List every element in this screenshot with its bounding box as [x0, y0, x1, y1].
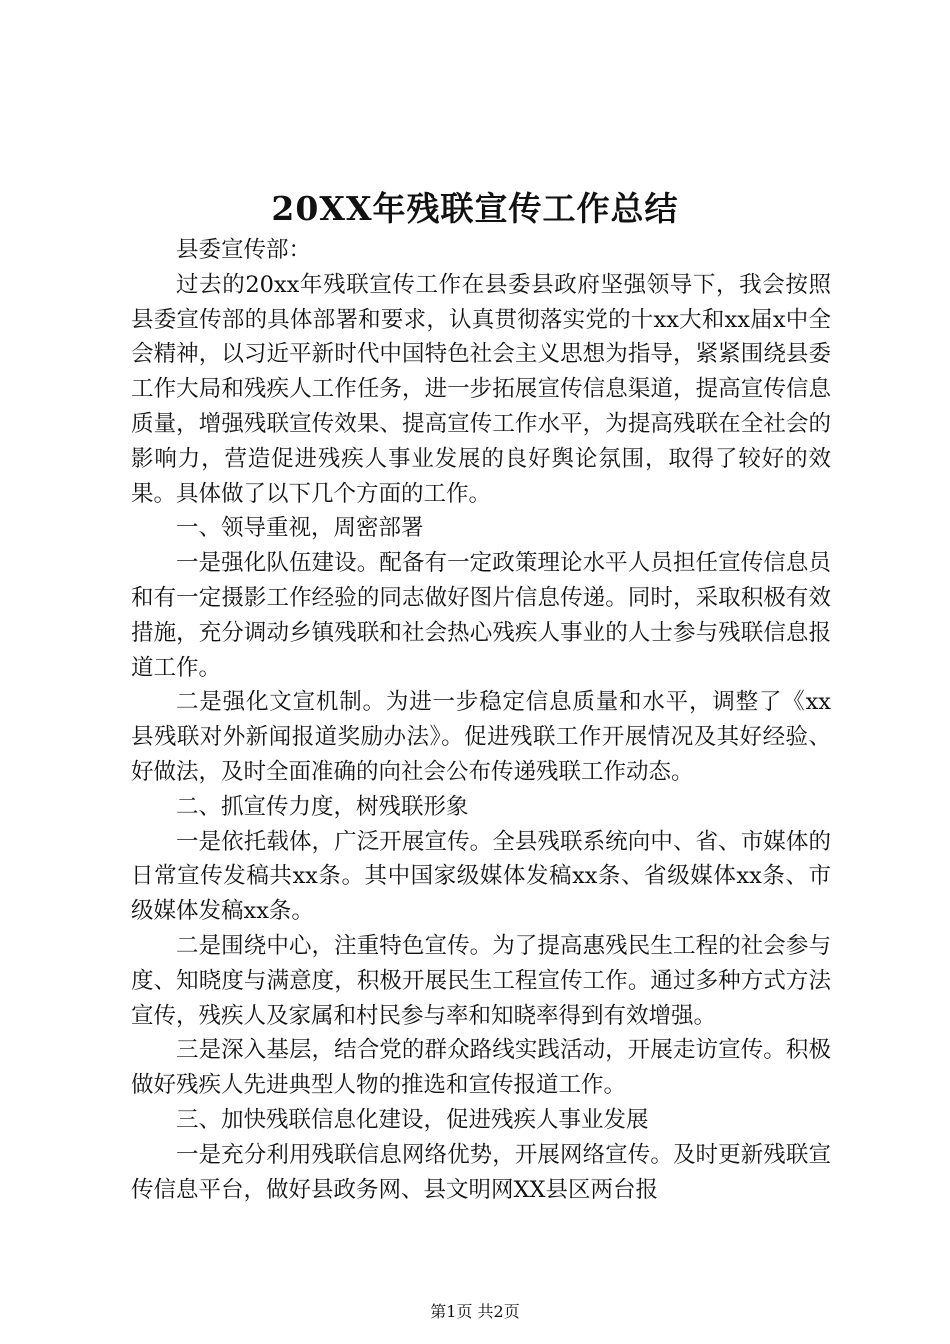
document-body: [131, 233, 831, 1207]
paragraph: 一是强化队伍建设。配备有一定政策理论水平人员担任宣传信息员和有一定摄影工作经验的同志做好图片信息传递。同时，采取积极有效措施，充分调动乡镇残联和社会热心残疾人事业的人士参与残联信息报道工作。: [131, 550, 831, 681]
paragraph: 一是充分利用残联信息网络优势，开展网络宣传。及时更新残联宣传信息平台，做好县政务网、县文明网XX县区两台报: [131, 1141, 831, 1203]
paragraph: 二是围绕中心，注重特色宣传。为了提高惠残民生工程的社会参与度、知晓度与满意度，积极开展民生工程宣传工作。通过多种方式方法宣传，残疾人及家属和村民参与率和知晓率得到有效增强。: [131, 932, 831, 1029]
section-heading-1: 一、领导重视，周密部署: [176, 515, 424, 542]
paragraph-intro: 过去的20xx年残联宣传工作在县委县政府坚强领导下，我会按照县委宣传部的具体部署和要求，认真贯彻落实党的十xx大和xx届x中全会精神，以习近平新时代中国特色社会主义思想为指导，紧紧围绕县委工作大局和残疾人工作任务，进一步拓展宣传信息渠道，提高宣传信息质量，增强残联宣传效果、提高宣传工作水平，为提高残联在全社会的影响力，营造促进残疾人事业发展的良好舆论氛围，取得了较好的效果。具体做了以下几个方面的工作。: [131, 271, 831, 507]
section-heading-2: 二、抓宣传力度，树残联形象: [176, 793, 469, 820]
document-title: 20XX年残联宣传工作总结: [271, 189, 679, 228]
section-heading-3: 三、加快残联信息化建设，促进残疾人事业发展: [176, 1106, 649, 1133]
page-footer: 第1页 共2页: [430, 1302, 520, 1321]
paragraph: 三是深入基层，结合党的群众路线实践活动，开展走访宣传。积极做好残疾人先进典型人物的推选和宣传报道工作。: [131, 1037, 831, 1099]
paragraph: 二是强化文宣机制。为进一步稳定信息质量和水平，调整了《xx县残联对外新闻报道奖励办法》。促进残联工作开展情况及其好经验、好做法，及时全面准确的向社会公布传递残联工作动态。: [131, 689, 831, 785]
salutation: 县委宣传部：: [176, 237, 312, 263]
paragraph: 一是依托载体，广泛开展宣传。全县残联系统向中、省、市媒体的日常宣传发稿共xx条。其中国家级媒体发稿xx条、省级媒体xx条、市级媒体发稿xx条。: [131, 828, 831, 925]
